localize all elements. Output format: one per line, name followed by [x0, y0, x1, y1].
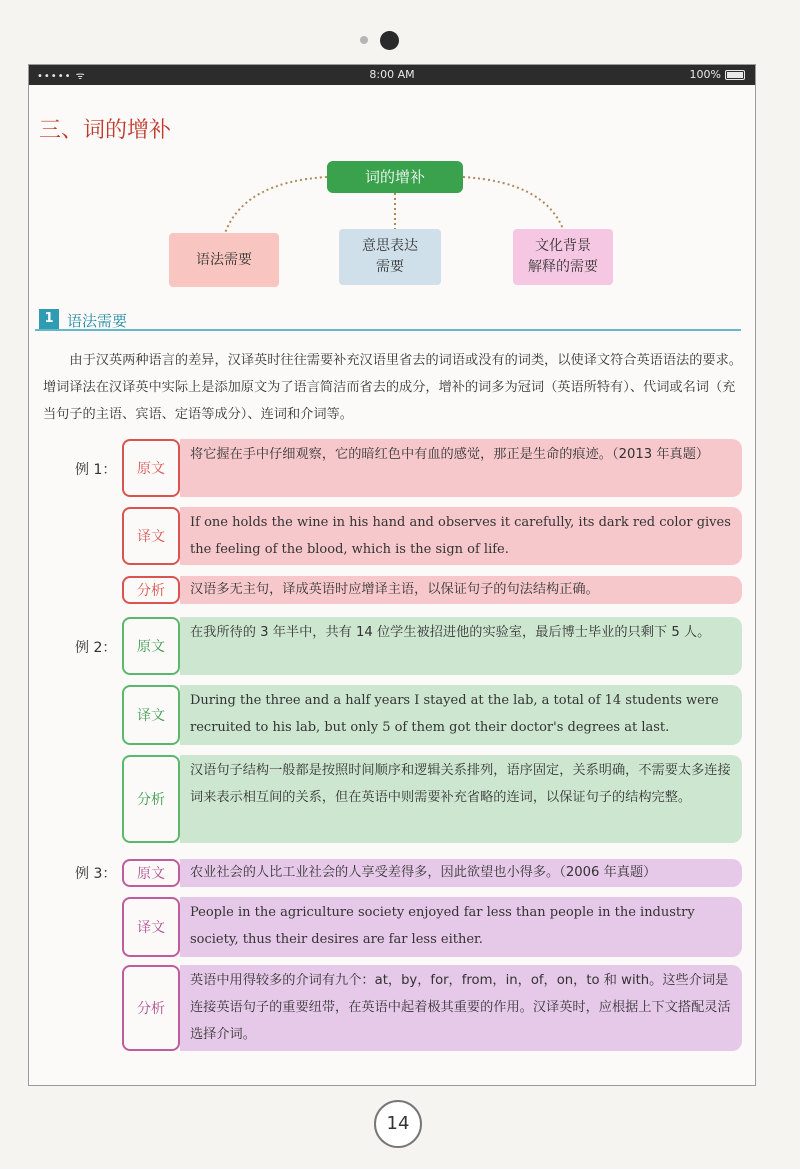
translation-tag: 译文	[122, 685, 180, 745]
page-number: 14	[374, 1100, 422, 1148]
node-label-line1: 文化背景	[535, 238, 591, 254]
diagram-node-grammar	[169, 233, 279, 287]
section-title: 三、词的增补	[39, 118, 172, 143]
status-bar	[29, 65, 755, 85]
tablet-screen	[28, 64, 756, 1086]
analysis-tag: 分析	[122, 755, 180, 843]
analysis-text-box: 汉语多无主句，译成英语时应增译主语，以保证句子的句法结构正确。	[180, 576, 742, 604]
analysis-tag: 分析	[122, 965, 180, 1051]
original-tag: 原文	[122, 859, 180, 887]
battery-indicator	[690, 68, 745, 81]
intro-paragraph	[43, 347, 743, 428]
original-text-box: 农业社会的人比工业社会的人享受差得多，因此欲望也小得多。（2006 年真题）	[180, 859, 742, 887]
translation-tag: 译文	[122, 897, 180, 957]
original-text-box: 在我所待的 3 年半中，共有 14 位学生被招进他的实验室，最后博士毕业的只剩下 5 人。	[180, 617, 742, 675]
example-label: 例 1：	[75, 462, 117, 478]
battery-percent: 100%	[689, 68, 721, 81]
subsection-title: 语法需要	[67, 312, 128, 330]
diagram-node-culture	[513, 229, 613, 285]
battery-icon	[725, 70, 745, 80]
signal-icon: ••••• ᯤ	[37, 71, 86, 82]
intro-text: 由于汉英两种语言的差异，汉译英时往往需要补充汉语里省去的词语或没有的词类，以使译文符合英语语法的要求。增词译法在汉译英中实际上是添加原文为了语言简洁而省去的成分，增补的词多为冠词（英语所特有）、代词或名词（充当句子的主语、宾语、定语等成分）、连词和介词等。	[43, 353, 742, 422]
diagram-node-meaning	[339, 229, 441, 285]
page-indicator	[0, 30, 800, 52]
example-label: 例 3：	[75, 866, 117, 882]
translation-text-box: If one holds the wine in his hand and observes it carefully, its dark red color gives the feeling of the blood, which is the sign of life.	[180, 507, 742, 565]
status-time: 8:00 AM	[369, 68, 415, 81]
original-tag: 原文	[122, 617, 180, 675]
translation-text-box: People in the agriculture society enjoyed far less than people in the industry society, thus their desires are far less either.	[180, 897, 742, 957]
translation-text-box: During the three and a half years I stayed at the lab, a total of 14 students were recruited to his lab, but only 5 of them got their doctor's degrees at last.	[180, 685, 742, 745]
original-tag: 原文	[122, 439, 180, 497]
concept-diagram	[29, 157, 756, 287]
example-label: 例 2：	[75, 640, 117, 656]
diagram-root-node: 词的增补	[327, 161, 463, 193]
analysis-tag: 分析	[122, 576, 180, 604]
node-label: 语法需要	[196, 251, 252, 268]
analysis-text-box: 英语中用得较多的介词有九个：at，by，for，from，in，of，on，to 和 with。这些介词是连接英语句子的重要纽带，在英语中起着极其重要的作用。汉译英时，应根据上下文搭配灵活选择介词。	[180, 965, 742, 1051]
page-dot-inactive[interactable]	[360, 36, 368, 44]
analysis-text-box: 汉语句子结构一般都是按照时间顺序和逻辑关系排列，语序固定，关系明确，不需要太多连接词来表示相互间的关系，但在英语中则需要补充省略的连词，以保证句子的结构完整。	[180, 755, 742, 843]
node-label-line2: 需要	[376, 259, 404, 275]
node-label-line1: 意思表达	[362, 238, 418, 254]
page-dot-active[interactable]	[380, 31, 399, 50]
subsection-heading	[35, 309, 741, 331]
translation-tag: 译文	[122, 507, 180, 565]
subsection-number: 1	[39, 309, 59, 329]
original-text-box: 将它握在手中仔细观察，它的暗红色中有血的感觉，那正是生命的痕迹。（2013 年真题）	[180, 439, 742, 497]
node-label-line2: 解释的需要	[528, 259, 598, 275]
